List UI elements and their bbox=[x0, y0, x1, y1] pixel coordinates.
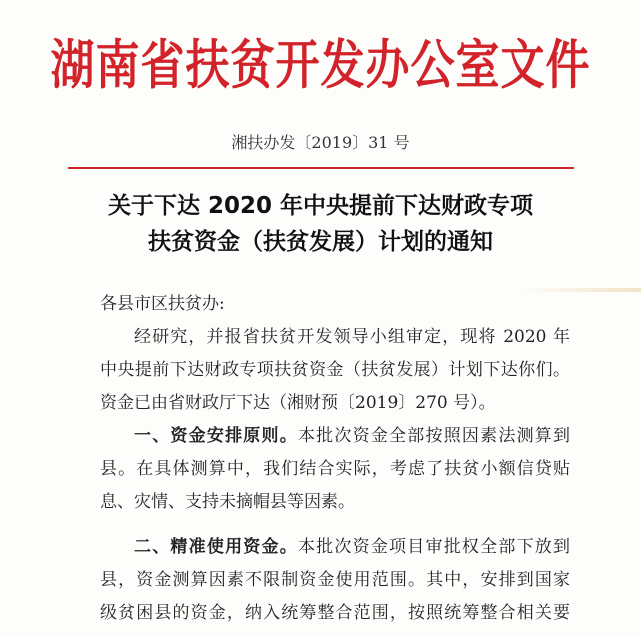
section-2-first-line bbox=[100, 531, 570, 564]
document-body bbox=[100, 288, 570, 630]
salutation: 各县市区扶贫办: bbox=[100, 294, 225, 314]
section-1-first-line-rest: 本批次资金全部按照因素法测算到 bbox=[297, 426, 571, 446]
section-2-lead: 二、精准使用资金。 bbox=[134, 537, 298, 557]
section-2-first-line-rest: 本批次资金项目审批权全部下放到 bbox=[297, 537, 571, 557]
intro-line-2: 中央提前下达财政专项扶贫资金（扶贫发展）计划下达你们。 bbox=[100, 360, 570, 380]
section-1-lead: 一、资金安排原则。 bbox=[134, 426, 298, 446]
document-number: 湘扶办发〔2019〕31 号 bbox=[231, 133, 410, 152]
intro-line-3: 资金已由省财政厅下达（湘财预〔2019〕270 号）。 bbox=[100, 393, 496, 413]
document-header-title: 湖南省扶贫开发办公室文件 bbox=[50, 35, 591, 97]
notice-title-line-1: 关于下达 2020 年中央提前下达财政专项 bbox=[107, 193, 534, 219]
section-1-first-line bbox=[100, 420, 570, 453]
notice-title-line-2: 扶贫资金（扶贫发展）计划的通知 bbox=[148, 229, 493, 255]
section-1-line-2: 县。在具体测算中，我们结合实际，考虑了扶贫小额信贷贴 bbox=[100, 459, 570, 479]
section-1-line-3: 息、灾情、支持未摘帽县等因素。 bbox=[100, 492, 355, 512]
intro-line-1: 经研究，并报省扶贫开发领导小组审定，现将 2020 年 bbox=[134, 327, 570, 347]
section-2-line-3: 级贫困县的资金，纳入统筹整合范围，按照统筹整合相关要 bbox=[100, 603, 570, 623]
notice-title bbox=[0, 188, 641, 260]
section-2-line-2: 县，资金测算因素不限制资金使用范围。其中，安排到国家 bbox=[100, 570, 570, 590]
red-divider-line bbox=[68, 167, 574, 169]
